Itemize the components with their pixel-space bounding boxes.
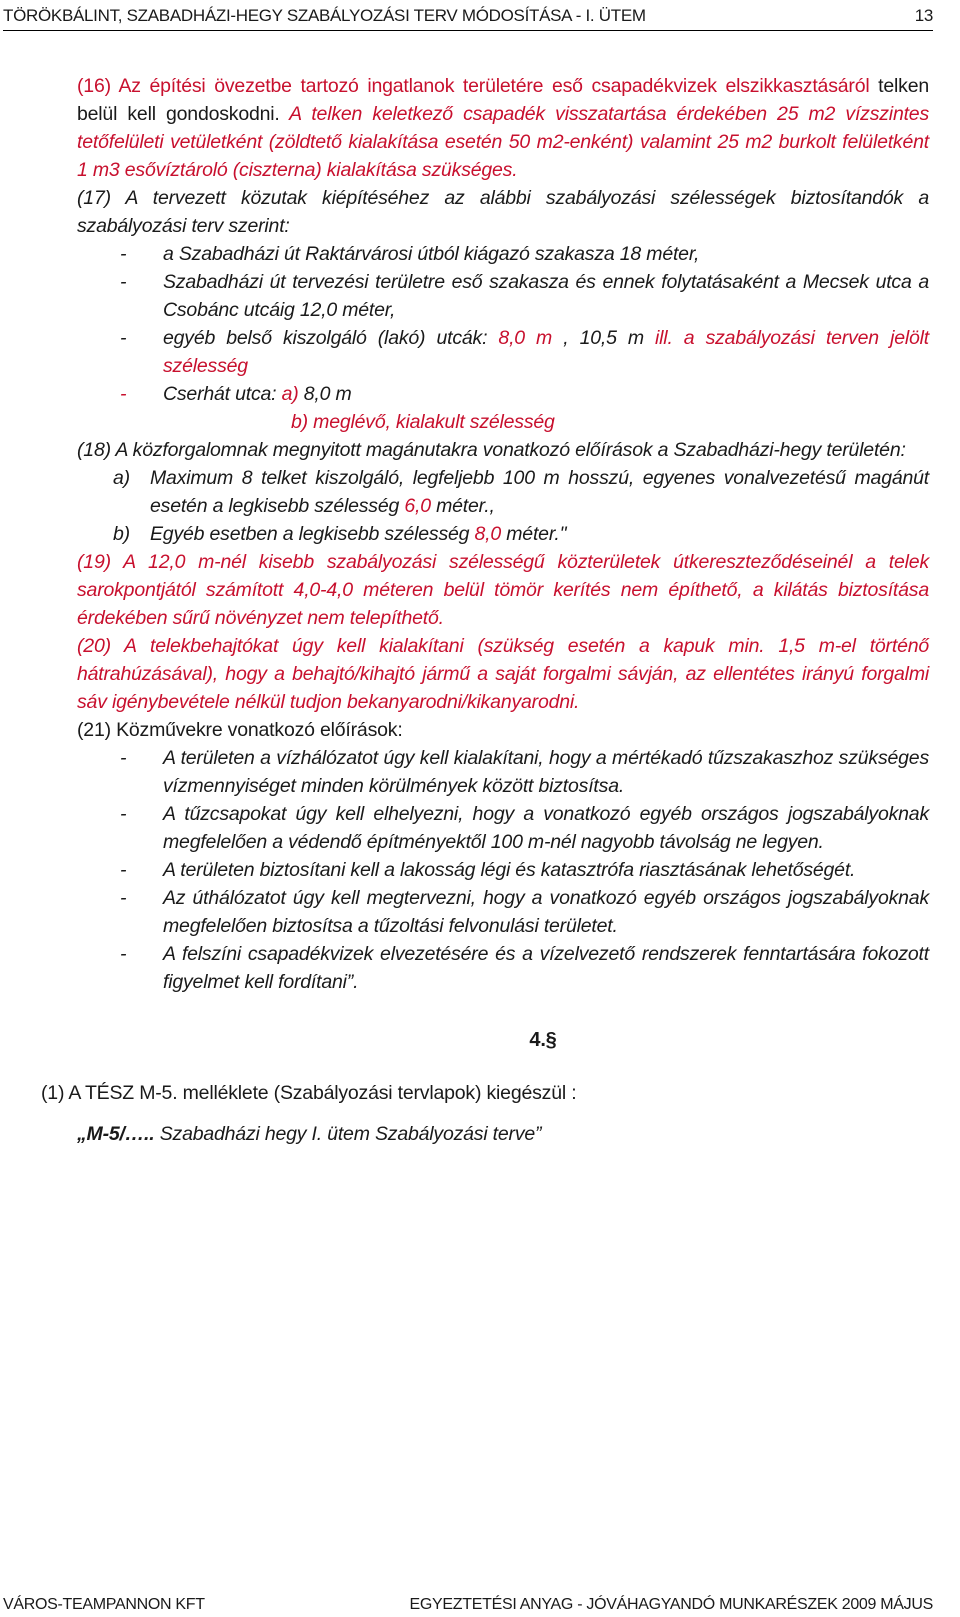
p21-item xyxy=(77,940,929,996)
p18-item-a xyxy=(77,464,929,520)
paragraph-17 xyxy=(77,184,929,240)
footer-right: EGYEZTETÉSI ANYAG - JÓVÁHAGYANDÓ MUNKARÉSZEK 2009 MÁJUS xyxy=(409,1596,933,1613)
p17-item-4 xyxy=(77,380,929,408)
p16-red-rest: vízszintes tetőfelületi vetületként (zöldtető kialakítása esetén 50 m2-enként) valamint 25 m2 burkolt felületként 1 m3 esővíztároló (ciszterna) kialakítása szükséges. xyxy=(77,103,929,181)
p17-item-2 xyxy=(77,268,929,324)
p21-item xyxy=(77,884,929,940)
section4-p1-text: (1) A TÉSZ M-5. melléklete (Szabályozási tervlapok) kiegészül : xyxy=(41,1082,577,1104)
p16-red-lead: A telken keletkező csapadék visszatartása érdekében 25 m2 xyxy=(279,103,836,125)
p16-black: telken belül kell gondoskodni. xyxy=(77,75,929,125)
dash: - xyxy=(120,859,127,881)
dash: - xyxy=(120,803,127,825)
document-body xyxy=(41,72,929,1148)
plan-title-code: „M-5/….. xyxy=(77,1123,155,1145)
p21-item-text: A tűzcsapokat úgy kell elhelyezni, hogy a vonatkozó egyéb országos jogszabályoknak megfelelően a védendő építményektől 100 m-nél nagyobb távolság ne legyen. xyxy=(163,803,929,853)
p17-item-4-label: Cserhát utca: xyxy=(163,383,277,405)
p17-item-4-b-text: b) meglévő, kialakult szélesség xyxy=(291,411,555,433)
p20-text: (20) A telekbehajtókat úgy kell kialakítani (szükség esetén a kapuk min. 1,5 m-el történő hátrahúzásával), hogy a behajtó/kihajtó jármű a saját forgalmi sávján, az ellentétes irányú forgalmi sáv igénybevétele nélkül tudjon bekanyarodni/kikanyarodni. xyxy=(77,635,929,713)
p17-item-3-red2: ill. a szabályozási terven jelölt szélesség xyxy=(163,327,929,377)
p17-item-3-mid: , 10,5 m xyxy=(552,327,656,349)
p21-item-text: A területen a vízhálózatot úgy kell kialakítani, hogy a mértékadó tűzszakaszhoz szükséges vízmennyiséget minden körülmények között biztosítsa. xyxy=(163,747,929,797)
dash: - xyxy=(120,327,127,349)
p18-intro: (18) A közforgalomnak megnyitott magánutakra vonatkozó előírások a Szabadházi-hegy területén: xyxy=(77,439,906,461)
p18-item-b xyxy=(77,520,929,548)
p17-item-2-text: Szabadházi út tervezési területre eső szakasza és ennek folytatásaként a Mecsek utca a Csobánc utcáig 12,0 méter, xyxy=(163,271,929,321)
p16-lead: (16) Az építési övezetbe tartozó ingatlanok területére eső csapadékvizek elszikkasztásáról xyxy=(77,75,870,97)
p18-a-red: 6,0 xyxy=(404,495,431,517)
dash: - xyxy=(120,383,127,405)
paragraph-18 xyxy=(77,436,929,464)
paragraph-20 xyxy=(77,632,929,716)
p21-intro: (21) Közművekre vonatkozó előírások: xyxy=(77,719,403,741)
p21-item-text: Az úthálózatot úgy kell megtervezni, hogy a vonatkozó egyéb országos jogszabályoknak megfelelően biztosítsa a tűzoltási felvonulási területet. xyxy=(163,887,929,937)
running-footer xyxy=(3,1596,933,1614)
paragraph-16 xyxy=(77,72,929,184)
p18-b-label: b) xyxy=(113,523,130,545)
p17-item-4-b xyxy=(77,408,929,436)
p21-item-text: A területen biztosítani kell a lakosság légi és katasztrófa riasztásának lehetőségét. xyxy=(163,859,856,881)
section4-plan-title xyxy=(77,1120,929,1148)
p18-a-label: a) xyxy=(113,467,130,489)
p18-a-text: Maximum 8 telket kiszolgáló, legfeljebb 100 m hosszú, egyenes vonalvezetésű magánút esetén a legkisebb szélesség xyxy=(150,467,929,517)
p21-item-text: A felszíni csapadékvizek elvezetésére és a vízelvezető rendszerek fenntartására fokozott figyelmet kell fordítani”. xyxy=(163,943,929,993)
dash: - xyxy=(120,747,127,769)
running-header xyxy=(3,6,933,31)
paragraph-21 xyxy=(77,716,929,744)
page-number: 13 xyxy=(914,6,933,25)
p21-item xyxy=(77,856,929,884)
p17-item-3-text: egyéb belső kiszolgáló (lakó) utcák: xyxy=(163,327,499,349)
p21-item xyxy=(77,800,929,856)
section-heading: 4.§ xyxy=(529,1029,557,1051)
p17-item-3 xyxy=(77,324,929,380)
dash: - xyxy=(120,243,127,265)
dash: - xyxy=(120,943,127,965)
p17-item-4-a: a) xyxy=(281,383,299,405)
section4-paragraph-1 xyxy=(41,1079,929,1107)
p17-item-1 xyxy=(77,240,929,268)
p21-item xyxy=(77,744,929,800)
p18-b-text: Egyéb esetben a legkisebb szélesség xyxy=(150,523,475,545)
paragraph-19 xyxy=(77,548,929,632)
p17-item-4-a-value: 8,0 m xyxy=(298,383,352,405)
p18-b-red: 8,0 xyxy=(474,523,502,545)
p18-a-text-end: méter., xyxy=(430,495,495,517)
p19-text: (19) A 12,0 m-nél kisebb szabályozási szélességű közterületek útkereszteződéseinél a telek sarokpontjától számított 4,0-4,0 méteren belül tömör kerítés nem építhető, a kilátás biztosítása érdekében sűrű növényzet nem telepíthető. xyxy=(77,551,929,629)
dash: - xyxy=(120,271,127,293)
p17-item-1-text: a Szabadházi út Raktárvárosi útból kiágazó szakasza 18 méter, xyxy=(163,243,700,265)
dash: - xyxy=(120,887,127,909)
p18-b-text-end: méter." xyxy=(501,523,567,545)
footer-left: VÁROS-TEAMPANNON KFT xyxy=(3,1596,205,1613)
p17-intro: (17) A tervezett közutak kiépítéséhez az alábbi szabályozási szélességek biztosítandók a szabályozási terv szerint: xyxy=(77,187,929,237)
document-title: TÖRÖKBÁLINT, SZABADHÁZI-HEGY SZABÁLYOZÁSI TERV MÓDOSÍTÁSA - I. ÜTEM xyxy=(3,6,646,25)
p17-item-3-red1: 8,0 m xyxy=(498,327,553,349)
plan-title-text: Szabadházi hegy I. ütem Szabályozási terve” xyxy=(154,1123,542,1145)
